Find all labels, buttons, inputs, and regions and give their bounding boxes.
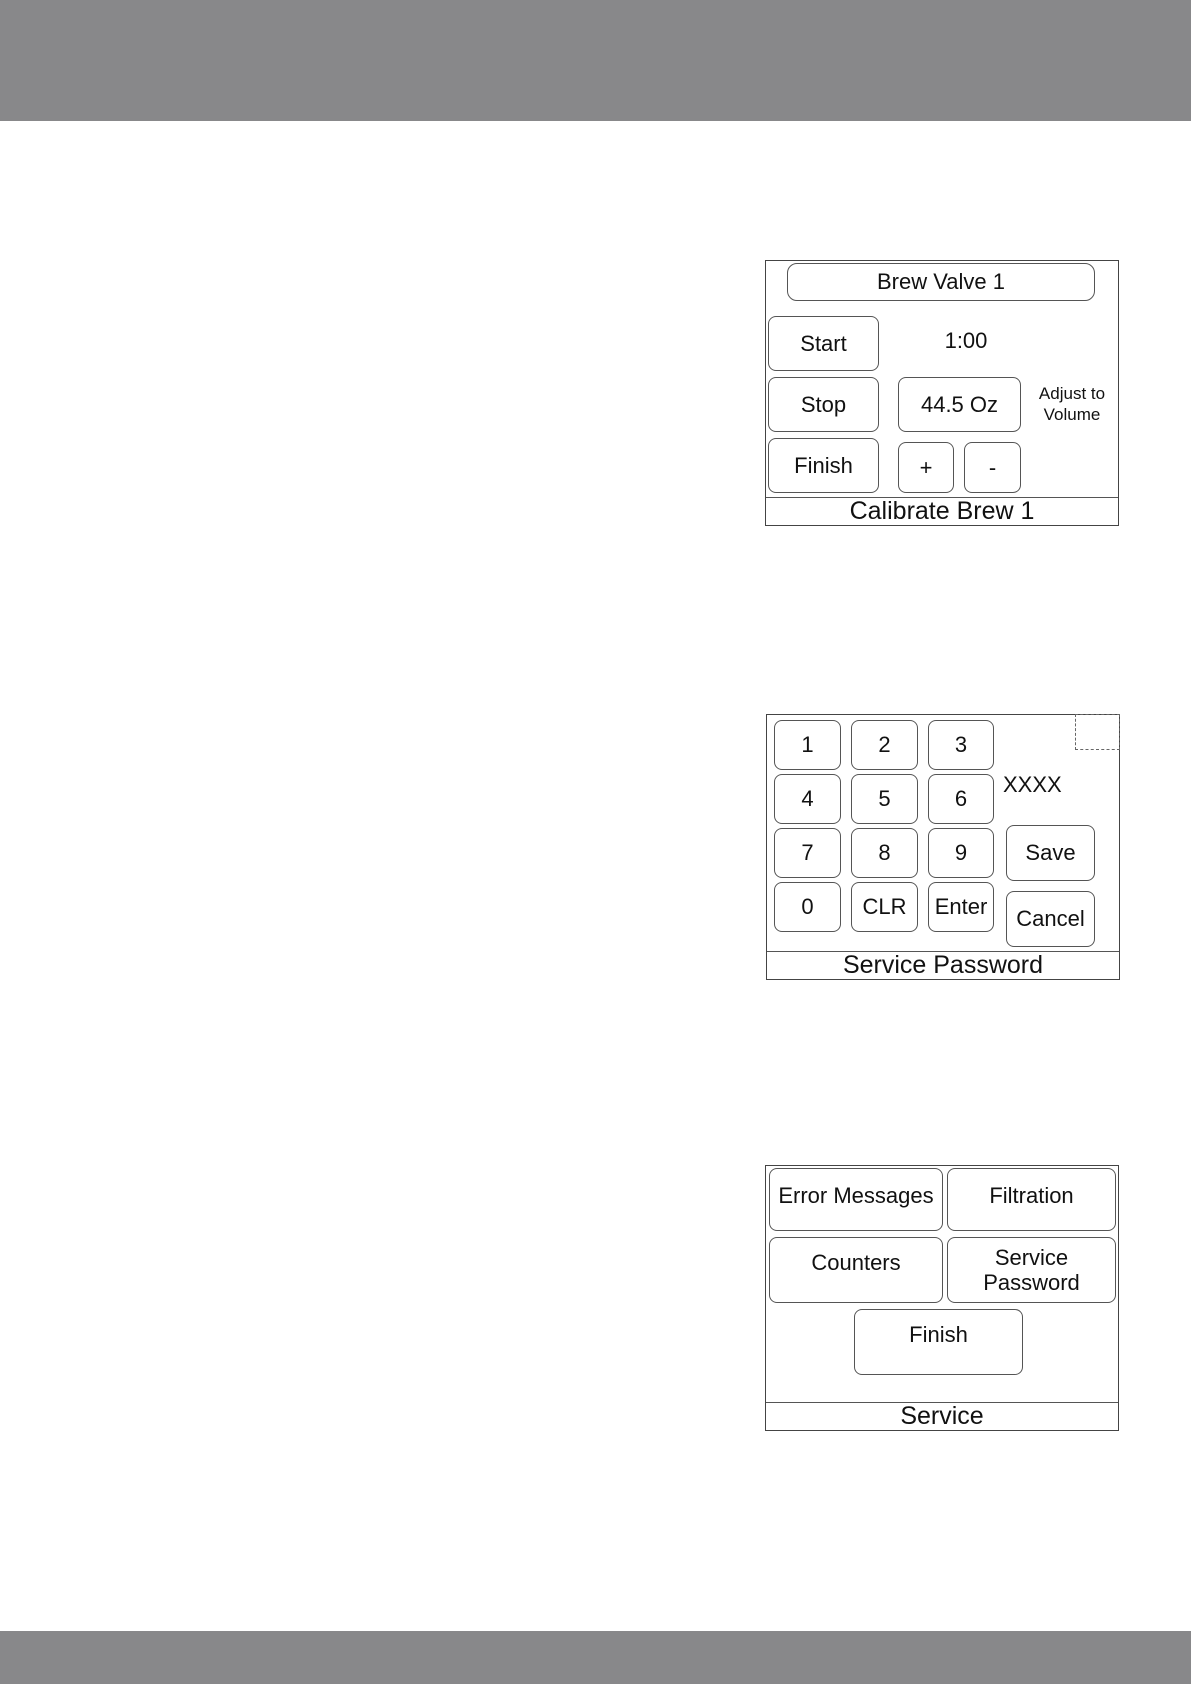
- calibrate-brew-screen: [765, 260, 1119, 526]
- keypad-key-4[interactable]: 4: [774, 774, 841, 824]
- cancel-button[interactable]: Cancel: [1006, 891, 1095, 947]
- decrease-volume-button[interactable]: -: [964, 442, 1021, 493]
- service-password-label-line2: Password: [983, 1270, 1080, 1295]
- calibrate-screen-footer: Calibrate Brew 1: [766, 497, 1118, 525]
- error-messages-button[interactable]: Error Messages: [769, 1168, 943, 1231]
- keypad-key-6[interactable]: 6: [928, 774, 994, 824]
- counters-button[interactable]: Counters: [769, 1237, 943, 1303]
- stop-button[interactable]: Stop: [768, 377, 879, 432]
- keypad-key-7[interactable]: 7: [774, 828, 841, 878]
- finish-button[interactable]: Finish: [768, 438, 879, 493]
- timer-readout: 1:00: [944, 328, 988, 353]
- finish-button[interactable]: Finish: [854, 1309, 1023, 1375]
- service-screen-footer: Service: [766, 1402, 1118, 1430]
- service-menu-screen: [765, 1165, 1119, 1431]
- bottom-footer-band: [0, 1631, 1191, 1684]
- adjust-to-volume-label: [1028, 383, 1116, 425]
- keypad-clear-button[interactable]: CLR: [851, 882, 918, 932]
- top-header-band: [0, 0, 1191, 121]
- brew-valve-title-button[interactable]: Brew Valve 1: [787, 263, 1095, 301]
- keypad-key-1[interactable]: 1: [774, 720, 841, 770]
- keypad-key-2[interactable]: 2: [851, 720, 918, 770]
- volume-readout-button[interactable]: 44.5 Oz: [898, 377, 1021, 432]
- service-password-button[interactable]: [947, 1237, 1116, 1303]
- adjust-label-line2: Volume: [1043, 405, 1101, 424]
- keypad-key-5[interactable]: 5: [851, 774, 918, 824]
- keypad-key-8[interactable]: 8: [851, 828, 918, 878]
- password-screen-footer: Service Password: [767, 951, 1119, 979]
- adjust-label-line1: Adjust to: [1038, 384, 1106, 403]
- corner-hotspot-area[interactable]: [1075, 714, 1120, 750]
- service-password-label-line1: Service: [994, 1244, 1069, 1270]
- keypad-key-0[interactable]: 0: [774, 882, 841, 932]
- password-entry-display: XXXX: [1003, 772, 1062, 797]
- filtration-button[interactable]: Filtration: [947, 1168, 1116, 1231]
- increase-volume-button[interactable]: +: [898, 442, 954, 493]
- save-button[interactable]: Save: [1006, 825, 1095, 881]
- start-button[interactable]: Start: [768, 316, 879, 371]
- service-password-screen: [766, 714, 1120, 980]
- keypad-key-3[interactable]: 3: [928, 720, 994, 770]
- keypad-enter-button[interactable]: Enter: [928, 882, 994, 932]
- keypad-key-9[interactable]: 9: [928, 828, 994, 878]
